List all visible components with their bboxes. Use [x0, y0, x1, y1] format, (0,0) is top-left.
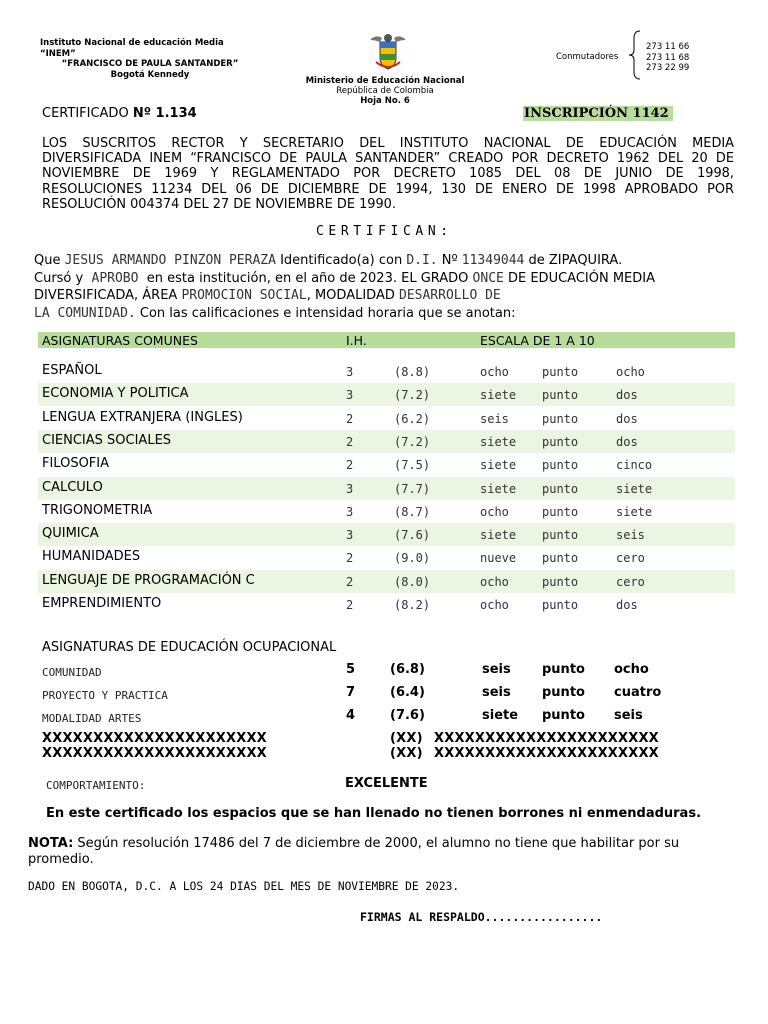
grade-word-point: punto — [542, 708, 585, 723]
phone-number: 273 22 99 — [646, 63, 690, 73]
modality-cont: LA COMUNIDAD. — [34, 305, 136, 321]
subject-name: TRIGONOMETRIA — [42, 502, 153, 518]
grade-word-decimal: cero — [616, 574, 645, 589]
text: DE EDUCACIÓN MEDIA — [503, 270, 655, 286]
statement-line-4 — [34, 305, 742, 323]
grade-word-point: punto — [542, 685, 585, 700]
subject-name: ECONOMIA Y POLITICA — [42, 386, 189, 402]
grade-word-integer: siete — [480, 458, 517, 473]
grade-word-point: punto — [542, 598, 579, 612]
header-scale: ESCALA DE 1 A 10 — [480, 333, 595, 348]
header-subjects: ASIGNATURAS COMUNES — [42, 333, 198, 348]
certificate-value: Nº 1.134 — [132, 106, 197, 121]
subject-name: QUIMICA — [42, 526, 99, 542]
subject-name: FILOSOFIA — [42, 456, 110, 472]
grade-word-point: punto — [542, 662, 585, 677]
institute-location: Bogotá Kennedy — [110, 69, 190, 80]
occupational-title: ASIGNATURAS DE EDUCACIÓN OCUPACIONAL — [42, 640, 337, 655]
text: , MODALIDAD — [306, 288, 399, 303]
sheet-number: Hoja No. 6 — [360, 96, 410, 106]
grade-word-decimal: ocho — [616, 365, 645, 379]
text: Cursó y — [34, 270, 88, 286]
intensity-hours: 7 — [346, 685, 356, 700]
grade-word-integer: siete — [480, 388, 517, 403]
filler-right: XXXXXXXXXXXXXXXXXXXXXX — [434, 731, 659, 746]
grade-word-point: punto — [542, 365, 579, 379]
grade-value: (7.5) — [394, 458, 431, 473]
grade-value: (7.2) — [394, 434, 431, 449]
grade-word-integer: ocho — [480, 365, 509, 379]
grade-word-integer: ocho — [480, 574, 509, 589]
grade-word-point: punto — [542, 551, 579, 566]
grade-word-integer: siete — [480, 528, 517, 543]
intro-paragraph — [42, 136, 734, 212]
behavior-value: EXCELENTE — [345, 776, 428, 791]
grade-word-point: punto — [542, 481, 579, 496]
phone-number: 273 11 66 — [646, 42, 690, 52]
subject-name: COMUNIDAD — [42, 666, 102, 679]
grade-word-integer: ocho — [480, 598, 509, 612]
grade-word-point: punto — [542, 528, 579, 543]
table-row — [38, 407, 735, 430]
table-row — [38, 383, 735, 406]
grade-word-decimal: dos — [616, 434, 638, 449]
grade-word-decimal: siete — [616, 481, 653, 496]
grade-word-decimal: cinco — [616, 458, 653, 473]
table-row — [38, 430, 735, 453]
grade-word-decimal: dos — [616, 388, 638, 403]
occupational-row — [42, 708, 742, 730]
inscription-badge: INSCRIPCIÓN 1142 — [523, 106, 673, 121]
table-row — [38, 477, 735, 500]
subject-name: LENGUAJE DE PROGRAMACIÓN C — [42, 572, 255, 588]
modality: DESARROLLO DE — [399, 288, 501, 303]
grade-word-decimal: dos — [616, 411, 638, 426]
subject-name: CIENCIAS SOCIALES — [42, 432, 172, 448]
document-type: D.I. — [406, 253, 438, 268]
subject-name: HUMANIDADES — [42, 549, 141, 565]
grade-word-integer: seis — [482, 662, 511, 677]
certificate-number — [42, 106, 197, 121]
note-label: NOTA: — [28, 836, 74, 851]
grade-value: (7.7) — [394, 481, 431, 496]
intensity-hours: 4 — [346, 708, 356, 723]
grade-value: (8.7) — [394, 504, 431, 519]
subject-name: LENGUA EXTRANJERA (INGLES) — [42, 409, 243, 425]
filler-grade: (XX) — [390, 746, 423, 761]
institute-header — [40, 38, 260, 80]
grade-level: ONCE — [472, 270, 504, 286]
switchboard-label: Conmutadores — [556, 52, 619, 62]
grade-word-integer: siete — [480, 434, 517, 449]
student-name: JESUS ARMANDO PINZON PERAZA — [64, 253, 276, 268]
grades-table-header — [38, 332, 735, 348]
grade-value: (9.0) — [394, 551, 431, 566]
filler-left: XXXXXXXXXXXXXXXXXXXXXX — [42, 731, 267, 746]
certifican-heading: CERTIFICAN: — [316, 224, 453, 239]
grade-value: (7.2) — [394, 388, 431, 403]
certificate-label: CERTIFICADO — [42, 106, 133, 121]
intensity-hours: 2 — [346, 434, 354, 449]
grade-value: (6.4) — [390, 685, 425, 700]
grade-word-decimal: cero — [616, 551, 645, 566]
subject-name: MODALIDAD ARTES — [42, 712, 142, 725]
intensity-hours: 5 — [346, 662, 356, 677]
grade-value: (8.2) — [394, 598, 431, 612]
text: DIVERSIFICADA, ÁREA — [34, 288, 182, 303]
table-row — [38, 570, 735, 593]
grade-value: (8.0) — [394, 574, 431, 589]
text: de ZIPAQUIRA. — [524, 253, 623, 268]
grade-word-integer: ocho — [480, 504, 509, 519]
occupational-row — [42, 685, 742, 707]
note — [28, 836, 740, 868]
intensity-hours: 2 — [346, 574, 354, 589]
table-row — [38, 593, 735, 616]
grade-word-point: punto — [542, 434, 579, 449]
subject-name: CALCULO — [42, 479, 103, 495]
text: Nº — [437, 253, 462, 268]
text: Identificado(a) con — [275, 253, 407, 268]
grade-word-integer: nueve — [480, 551, 517, 566]
grade-value: (8.8) — [394, 365, 431, 379]
intro-line: NOVIEMBRE DE 1969 Y REGLAMENTADO POR DECRETO 1085 DEL 08 DE JUNIO DE 1998, — [42, 166, 734, 182]
intro-line: DIVERSIFICADA INEM “FRANCISCO DE PAULA SANTANDER” CREADO POR DECRETO 1962 DEL 20 DE — [42, 151, 734, 167]
intensity-hours: 2 — [346, 458, 354, 473]
grade-word-decimal: seis — [616, 528, 645, 543]
statement-line-3 — [34, 287, 742, 305]
table-row — [38, 546, 735, 569]
table-row — [38, 360, 735, 383]
grade-word-integer: seis — [480, 411, 509, 426]
grade-word-decimal: siete — [616, 504, 653, 519]
intro-line: RESOLUCIÓN 004374 DEL 27 DE NOVIEMBRE DE 1990. — [42, 196, 396, 212]
grade-word-integer: seis — [482, 685, 511, 700]
subject-name: ESPAÑOL — [42, 363, 102, 378]
text: . EL GRADO — [392, 270, 473, 286]
intensity-hours: 2 — [346, 411, 354, 426]
grade-word-point: punto — [542, 388, 579, 403]
ministry-block — [290, 76, 480, 106]
statement-line-2 — [34, 270, 742, 288]
grade-word-point: punto — [542, 574, 579, 589]
intensity-hours: 2 — [346, 598, 354, 612]
grade-word-decimal: seis — [614, 708, 643, 723]
signatures-note: FIRMAS AL RESPALDO................. — [360, 910, 603, 924]
table-row — [38, 523, 735, 546]
institute-name: Instituto Nacional de educación Media “INEM” — [40, 38, 224, 59]
header-ih: I.H. — [346, 333, 367, 348]
grade-word-decimal: dos — [616, 598, 638, 612]
intensity-hours: 2 — [346, 551, 354, 566]
approval-status: APROBO — [91, 270, 139, 286]
coat-of-arms-icon — [366, 32, 410, 72]
intensity-hours: 3 — [346, 365, 354, 379]
grade-word-point: punto — [542, 458, 579, 473]
grade-word-point: punto — [542, 411, 579, 426]
grade-word-integer: siete — [480, 481, 517, 496]
grade-value: (7.6) — [394, 528, 431, 543]
filler-grade: (XX) — [390, 731, 423, 746]
country-name: República de Colombia — [336, 86, 434, 96]
behavior-label: COMPORTAMIENTO: — [46, 779, 146, 792]
text: en esta institución, en el año de — [142, 270, 360, 286]
table-row — [38, 453, 735, 476]
institute-subname: “FRANCISCO DE PAULA SANTANDER” — [61, 59, 239, 69]
student-statement — [34, 252, 742, 322]
filler-right: XXXXXXXXXXXXXXXXXXXXXX — [434, 746, 659, 761]
text: Con las calificaciones e intensidad horaria que se anotan: — [135, 305, 516, 321]
grade-word-point: punto — [542, 504, 579, 519]
given-statement: DADO EN BOGOTA, D.C. A LOS 24 DIAS DEL MES DE NOVIEMBRE DE 2023. — [28, 880, 460, 893]
grade-value: (6.2) — [394, 411, 431, 426]
note-text: Según resolución 17486 del 7 de diciembre de 2000, el alumno no tiene que habilitar por su promedio. — [28, 836, 680, 867]
document-number: 11349044 — [461, 253, 525, 268]
table-row — [38, 500, 735, 523]
grade-word-integer: siete — [482, 708, 519, 723]
area: PROMOCION SOCIAL — [181, 288, 307, 303]
phone-list — [646, 42, 689, 74]
phone-number: 273 11 68 — [646, 52, 690, 63]
intensity-hours: 3 — [346, 388, 354, 403]
filler-left: XXXXXXXXXXXXXXXXXXXXXX — [42, 746, 267, 761]
statement-line-1 — [34, 252, 742, 270]
occupational-row — [42, 662, 742, 684]
intensity-hours: 3 — [346, 504, 354, 519]
brace-icon — [628, 30, 642, 80]
intro-line: LOS SUSCRITOS RECTOR Y SECRETARIO DEL INSTITUTO NACIONAL DE EDUCACIÓN MEDIA — [42, 136, 734, 151]
grade-value: (6.8) — [390, 662, 425, 677]
grade-value: (7.6) — [390, 708, 425, 723]
intro-line: RESOLUCIONES 11234 DEL 06 DE DICIEMBRE DE 1994, 130 DE ENERO DE 1998 APROBADO POR — [42, 181, 734, 197]
text: Que — [34, 253, 65, 268]
intensity-hours: 3 — [346, 481, 354, 496]
grade-word-decimal: cuatro — [614, 685, 662, 700]
no-erasures-statement: En este certificado los espacios que se han llenado no tienen borrones ni enmendaduras. — [46, 806, 702, 821]
subject-name: PROYECTO Y PRACTICA — [42, 689, 168, 702]
grade-word-decimal: ocho — [614, 662, 649, 677]
year: 2023 — [359, 270, 393, 286]
ministry-name: Ministerio de Educación Nacional — [305, 76, 465, 86]
intensity-hours: 3 — [346, 528, 354, 543]
subject-name: EMPRENDIMIENTO — [42, 596, 162, 611]
